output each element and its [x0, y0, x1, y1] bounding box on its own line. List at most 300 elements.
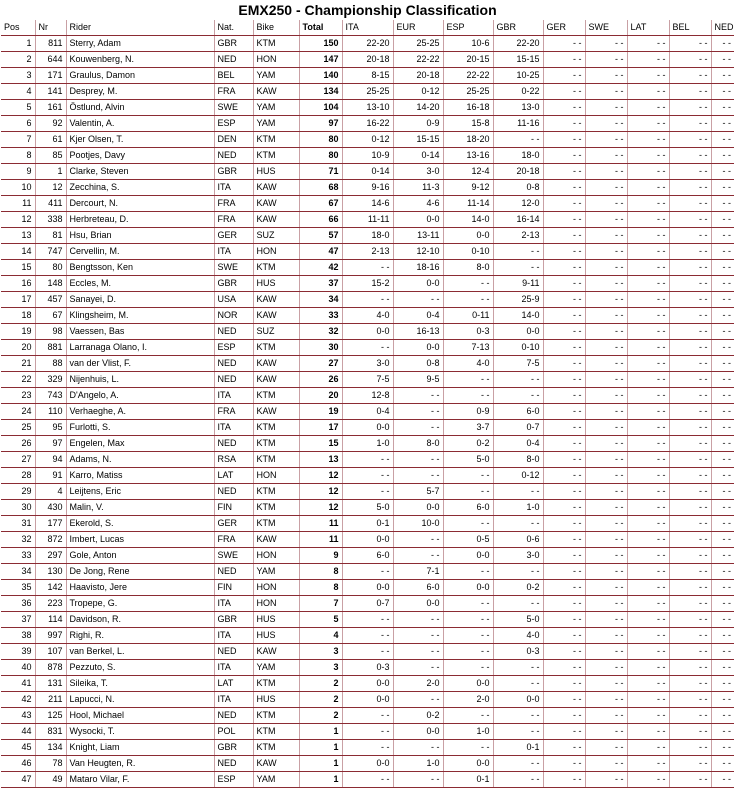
column-header-round-gbr: GBR — [493, 20, 543, 36]
cell-round-swe: - - — [585, 196, 627, 212]
cell-total: 26 — [299, 372, 342, 388]
cell-bike: KTM — [253, 36, 299, 52]
cell-total: 5 — [299, 612, 342, 628]
cell-round-gbr: - - — [493, 772, 543, 788]
cell-round-lat: - - — [627, 36, 669, 52]
cell-round-ned: - - — [711, 628, 734, 644]
cell-round-ita: 20-18 — [342, 52, 393, 68]
cell-round-ita: 0-0 — [342, 676, 393, 692]
table-row — [1, 644, 734, 660]
cell-nat: FIN — [214, 500, 253, 516]
cell-round-ger: - - — [543, 148, 585, 164]
cell-round-ger: - - — [543, 52, 585, 68]
column-header-round-ger: GER — [543, 20, 585, 36]
cell-round-esp: 0-1 — [443, 772, 493, 788]
cell-round-gbr: 0-7 — [493, 420, 543, 436]
cell-nat: NED — [214, 324, 253, 340]
cell-pos: 3 — [1, 68, 35, 84]
cell-round-gbr: 0-12 — [493, 468, 543, 484]
cell-rider: Adams, N. — [66, 452, 214, 468]
cell-total: 71 — [299, 164, 342, 180]
cell-round-esp: - - — [443, 372, 493, 388]
cell-round-bel: - - — [669, 292, 711, 308]
cell-rider: D'Angelo, A. — [66, 388, 214, 404]
cell-round-eur: - - — [393, 452, 443, 468]
cell-round-eur: 2-0 — [393, 676, 443, 692]
cell-round-bel: - - — [669, 676, 711, 692]
cell-total: 104 — [299, 100, 342, 116]
cell-total: 3 — [299, 660, 342, 676]
cell-round-lat: - - — [627, 676, 669, 692]
cell-round-swe: - - — [585, 100, 627, 116]
table-row — [1, 548, 734, 564]
cell-round-swe: - - — [585, 212, 627, 228]
cell-round-ned: - - — [711, 100, 734, 116]
cell-round-lat: - - — [627, 596, 669, 612]
cell-pos: 18 — [1, 308, 35, 324]
cell-round-eur: 0-0 — [393, 276, 443, 292]
cell-round-bel: - - — [669, 388, 711, 404]
cell-round-ger: - - — [543, 756, 585, 772]
cell-nr: 131 — [35, 676, 66, 692]
cell-round-ita: 1-0 — [342, 436, 393, 452]
table-row — [1, 196, 734, 212]
cell-rider: Malin, V. — [66, 500, 214, 516]
cell-total: 47 — [299, 244, 342, 260]
cell-pos: 11 — [1, 196, 35, 212]
cell-round-esp: 1-0 — [443, 724, 493, 740]
cell-nat: NED — [214, 436, 253, 452]
cell-nr: 142 — [35, 580, 66, 596]
cell-bike: KTM — [253, 500, 299, 516]
cell-pos: 33 — [1, 548, 35, 564]
cell-round-ned: - - — [711, 356, 734, 372]
cell-round-eur: - - — [393, 740, 443, 756]
cell-pos: 2 — [1, 52, 35, 68]
cell-round-ned: - - — [711, 212, 734, 228]
cell-round-ita: 2-13 — [342, 244, 393, 260]
cell-round-ger: - - — [543, 292, 585, 308]
cell-nat: DEN — [214, 132, 253, 148]
cell-round-lat: - - — [627, 100, 669, 116]
table-row — [1, 772, 734, 788]
cell-round-gbr: 0-1 — [493, 740, 543, 756]
cell-nr: 134 — [35, 740, 66, 756]
cell-round-ita: - - — [342, 724, 393, 740]
cell-round-gbr: 22-20 — [493, 36, 543, 52]
cell-round-swe: - - — [585, 180, 627, 196]
cell-round-esp: 20-15 — [443, 52, 493, 68]
cell-rider: Pezzuto, S. — [66, 660, 214, 676]
cell-bike: YAM — [253, 68, 299, 84]
cell-round-ger: - - — [543, 340, 585, 356]
cell-round-bel: - - — [669, 628, 711, 644]
cell-round-lat: - - — [627, 708, 669, 724]
cell-round-bel: - - — [669, 244, 711, 260]
cell-round-gbr: 1-0 — [493, 500, 543, 516]
cell-total: 2 — [299, 676, 342, 692]
cell-pos: 24 — [1, 404, 35, 420]
cell-round-ger: - - — [543, 564, 585, 580]
cell-round-esp: 4-0 — [443, 356, 493, 372]
cell-round-ita: 7-5 — [342, 372, 393, 388]
cell-round-ita: - - — [342, 644, 393, 660]
cell-round-ned: - - — [711, 532, 734, 548]
cell-nr: 97 — [35, 436, 66, 452]
cell-round-lat: - - — [627, 116, 669, 132]
cell-round-bel: - - — [669, 724, 711, 740]
cell-total: 4 — [299, 628, 342, 644]
cell-bike: KTM — [253, 724, 299, 740]
cell-round-gbr: 6-0 — [493, 404, 543, 420]
cell-total: 150 — [299, 36, 342, 52]
cell-round-bel: - - — [669, 468, 711, 484]
cell-nat: LAT — [214, 676, 253, 692]
cell-rider: Lapucci, N. — [66, 692, 214, 708]
cell-round-ger: - - — [543, 260, 585, 276]
cell-nat: FIN — [214, 580, 253, 596]
cell-round-ita: 0-7 — [342, 596, 393, 612]
cell-total: 17 — [299, 420, 342, 436]
cell-pos: 26 — [1, 436, 35, 452]
cell-nat: LAT — [214, 468, 253, 484]
cell-round-esp: - - — [443, 612, 493, 628]
cell-round-eur: 0-8 — [393, 356, 443, 372]
cell-round-ger: - - — [543, 308, 585, 324]
cell-nat: GBR — [214, 276, 253, 292]
cell-round-bel: - - — [669, 404, 711, 420]
cell-round-eur: - - — [393, 420, 443, 436]
cell-round-gbr: 13-0 — [493, 100, 543, 116]
cell-round-gbr: - - — [493, 244, 543, 260]
cell-nr: 81 — [35, 228, 66, 244]
cell-nat: GBR — [214, 164, 253, 180]
cell-round-gbr: - - — [493, 596, 543, 612]
cell-round-eur: - - — [393, 468, 443, 484]
cell-round-bel: - - — [669, 148, 711, 164]
cell-round-gbr: 10-25 — [493, 68, 543, 84]
cell-nat: NED — [214, 356, 253, 372]
cell-round-esp: 0-0 — [443, 228, 493, 244]
cell-nr: 872 — [35, 532, 66, 548]
cell-round-gbr: - - — [493, 756, 543, 772]
cell-round-ita: 0-0 — [342, 324, 393, 340]
cell-round-gbr: 16-14 — [493, 212, 543, 228]
cell-round-lat: - - — [627, 340, 669, 356]
cell-round-lat: - - — [627, 740, 669, 756]
cell-round-esp: 16-18 — [443, 100, 493, 116]
cell-bike: SUZ — [253, 324, 299, 340]
cell-round-eur: 0-0 — [393, 212, 443, 228]
cell-nr: 61 — [35, 132, 66, 148]
cell-round-ita: - - — [342, 340, 393, 356]
cell-total: 9 — [299, 548, 342, 564]
cell-bike: KAW — [253, 180, 299, 196]
cell-pos: 47 — [1, 772, 35, 788]
cell-round-ger: - - — [543, 532, 585, 548]
cell-total: 140 — [299, 68, 342, 84]
cell-total: 11 — [299, 516, 342, 532]
cell-round-lat: - - — [627, 324, 669, 340]
cell-round-eur: 12-10 — [393, 244, 443, 260]
cell-rider: Larranaga Olano, I. — [66, 340, 214, 356]
cell-round-bel: - - — [669, 644, 711, 660]
cell-pos: 38 — [1, 628, 35, 644]
cell-total: 57 — [299, 228, 342, 244]
cell-round-eur: - - — [393, 772, 443, 788]
cell-round-bel: - - — [669, 132, 711, 148]
column-header-round-lat: LAT — [627, 20, 669, 36]
cell-round-bel: - - — [669, 516, 711, 532]
table-row — [1, 756, 734, 772]
cell-round-swe: - - — [585, 644, 627, 660]
cell-round-ita: - - — [342, 260, 393, 276]
cell-round-lat: - - — [627, 292, 669, 308]
cell-round-bel: - - — [669, 196, 711, 212]
cell-round-ger: - - — [543, 116, 585, 132]
cell-round-esp: 13-16 — [443, 148, 493, 164]
column-header-total: Total — [299, 20, 342, 36]
cell-round-gbr: 0-22 — [493, 84, 543, 100]
cell-rider: Leijtens, Eric — [66, 484, 214, 500]
cell-round-ita: 12-8 — [342, 388, 393, 404]
cell-round-lat: - - — [627, 228, 669, 244]
cell-rider: Sterry, Adam — [66, 36, 214, 52]
cell-pos: 20 — [1, 340, 35, 356]
cell-round-ned: - - — [711, 84, 734, 100]
page-title: EMX250 - Championship Classification — [238, 2, 497, 18]
cell-nat: NED — [214, 372, 253, 388]
cell-round-ned: - - — [711, 116, 734, 132]
cell-round-gbr: - - — [493, 132, 543, 148]
cell-bike: HUS — [253, 612, 299, 628]
cell-round-eur: - - — [393, 660, 443, 676]
cell-pos: 16 — [1, 276, 35, 292]
column-header-rider: Rider — [66, 20, 214, 36]
table-row — [1, 308, 734, 324]
cell-nr: 1 — [35, 164, 66, 180]
cell-round-bel: - - — [669, 212, 711, 228]
cell-round-swe: - - — [585, 692, 627, 708]
cell-round-eur: 6-0 — [393, 580, 443, 596]
cell-round-eur: 13-11 — [393, 228, 443, 244]
column-header-round-eur: EUR — [393, 20, 443, 36]
cell-round-esp: - - — [443, 276, 493, 292]
cell-rider: Gole, Anton — [66, 548, 214, 564]
cell-round-bel: - - — [669, 692, 711, 708]
cell-round-esp: 0-0 — [443, 676, 493, 692]
cell-round-eur: - - — [393, 532, 443, 548]
cell-round-bel: - - — [669, 68, 711, 84]
cell-round-ita: 0-0 — [342, 580, 393, 596]
cell-round-ned: - - — [711, 196, 734, 212]
cell-round-ger: - - — [543, 244, 585, 260]
cell-rider: Klingsheim, M. — [66, 308, 214, 324]
cell-bike: KTM — [253, 484, 299, 500]
cell-bike: YAM — [253, 564, 299, 580]
cell-round-lat: - - — [627, 244, 669, 260]
cell-nat: BEL — [214, 68, 253, 84]
cell-bike: KTM — [253, 516, 299, 532]
cell-rider: Eccles, M. — [66, 276, 214, 292]
column-header-nr: Nr — [35, 20, 66, 36]
cell-round-bel: - - — [669, 564, 711, 580]
cell-round-ita: 9-16 — [342, 180, 393, 196]
cell-bike: KTM — [253, 388, 299, 404]
cell-nr: 743 — [35, 388, 66, 404]
cell-round-ned: - - — [711, 260, 734, 276]
cell-bike: KAW — [253, 372, 299, 388]
cell-round-gbr: 0-4 — [493, 436, 543, 452]
cell-round-ned: - - — [711, 756, 734, 772]
cell-round-swe: - - — [585, 756, 627, 772]
cell-total: 37 — [299, 276, 342, 292]
column-header-round-bel: BEL — [669, 20, 711, 36]
cell-pos: 31 — [1, 516, 35, 532]
cell-round-swe: - - — [585, 708, 627, 724]
table-row — [1, 740, 734, 756]
cell-round-ger: - - — [543, 596, 585, 612]
cell-round-swe: - - — [585, 276, 627, 292]
cell-bike: SUZ — [253, 228, 299, 244]
cell-round-esp: 22-22 — [443, 68, 493, 84]
cell-round-swe: - - — [585, 164, 627, 180]
cell-round-ned: - - — [711, 164, 734, 180]
cell-round-ger: - - — [543, 84, 585, 100]
cell-round-bel: - - — [669, 308, 711, 324]
cell-total: 7 — [299, 596, 342, 612]
cell-pos: 19 — [1, 324, 35, 340]
cell-round-swe: - - — [585, 388, 627, 404]
cell-bike: YAM — [253, 100, 299, 116]
cell-round-bel: - - — [669, 772, 711, 788]
cell-round-esp: 0-0 — [443, 548, 493, 564]
cell-round-bel: - - — [669, 372, 711, 388]
cell-round-eur: 10-0 — [393, 516, 443, 532]
cell-round-eur: - - — [393, 292, 443, 308]
header-row — [1, 20, 734, 36]
cell-round-gbr: 0-8 — [493, 180, 543, 196]
cell-round-gbr: 18-0 — [493, 148, 543, 164]
cell-bike: KTM — [253, 740, 299, 756]
cell-round-ger: - - — [543, 548, 585, 564]
cell-round-esp: 11-14 — [443, 196, 493, 212]
cell-rider: Zecchina, S. — [66, 180, 214, 196]
cell-round-bel: - - — [669, 548, 711, 564]
cell-rider: Östlund, Alvin — [66, 100, 214, 116]
cell-round-ita: - - — [342, 612, 393, 628]
cell-nat: NED — [214, 756, 253, 772]
cell-bike: KTM — [253, 340, 299, 356]
cell-total: 15 — [299, 436, 342, 452]
cell-bike: HON — [253, 580, 299, 596]
cell-round-eur: - - — [393, 644, 443, 660]
table-row — [1, 164, 734, 180]
cell-rider: Bengtsson, Ken — [66, 260, 214, 276]
cell-round-ned: - - — [711, 52, 734, 68]
cell-total: 12 — [299, 500, 342, 516]
cell-nr: 91 — [35, 468, 66, 484]
cell-nr: 177 — [35, 516, 66, 532]
cell-round-esp: 9-12 — [443, 180, 493, 196]
cell-nat: FRA — [214, 212, 253, 228]
cell-nr: 88 — [35, 356, 66, 372]
cell-round-ned: - - — [711, 372, 734, 388]
cell-round-ita: - - — [342, 772, 393, 788]
cell-nat: GBR — [214, 612, 253, 628]
table-row — [1, 612, 734, 628]
cell-total: 19 — [299, 404, 342, 420]
cell-round-lat: - - — [627, 532, 669, 548]
table-row — [1, 580, 734, 596]
cell-round-ger: - - — [543, 132, 585, 148]
cell-round-swe: - - — [585, 628, 627, 644]
cell-round-ger: - - — [543, 468, 585, 484]
table-row — [1, 212, 734, 228]
cell-bike: YAM — [253, 116, 299, 132]
cell-round-gbr: 5-0 — [493, 612, 543, 628]
cell-pos: 12 — [1, 212, 35, 228]
cell-round-gbr: 9-11 — [493, 276, 543, 292]
cell-round-lat: - - — [627, 756, 669, 772]
cell-nr: 997 — [35, 628, 66, 644]
cell-round-eur: - - — [393, 548, 443, 564]
cell-pos: 37 — [1, 612, 35, 628]
cell-pos: 6 — [1, 116, 35, 132]
cell-total: 42 — [299, 260, 342, 276]
cell-round-ita: 13-10 — [342, 100, 393, 116]
column-header-pos: Pos — [1, 20, 35, 36]
cell-nr: 211 — [35, 692, 66, 708]
cell-nat: SWE — [214, 100, 253, 116]
cell-pos: 5 — [1, 100, 35, 116]
cell-round-lat: - - — [627, 580, 669, 596]
cell-bike: KTM — [253, 148, 299, 164]
cell-round-gbr: 3-0 — [493, 548, 543, 564]
cell-pos: 45 — [1, 740, 35, 756]
cell-round-ned: - - — [711, 500, 734, 516]
cell-round-gbr: 11-16 — [493, 116, 543, 132]
cell-pos: 43 — [1, 708, 35, 724]
cell-round-lat: - - — [627, 148, 669, 164]
cell-nat: NED — [214, 148, 253, 164]
cell-round-ita: 18-0 — [342, 228, 393, 244]
cell-round-swe: - - — [585, 324, 627, 340]
cell-total: 80 — [299, 148, 342, 164]
cell-round-swe: - - — [585, 84, 627, 100]
cell-nat: FRA — [214, 84, 253, 100]
cell-bike: YAM — [253, 660, 299, 676]
cell-nat: ITA — [214, 692, 253, 708]
cell-pos: 44 — [1, 724, 35, 740]
cell-round-eur: 18-16 — [393, 260, 443, 276]
cell-round-ned: - - — [711, 692, 734, 708]
cell-round-lat: - - — [627, 452, 669, 468]
cell-round-ger: - - — [543, 772, 585, 788]
cell-round-esp: - - — [443, 708, 493, 724]
cell-nat: ITA — [214, 596, 253, 612]
cell-nr: 747 — [35, 244, 66, 260]
cell-pos: 17 — [1, 292, 35, 308]
cell-round-lat: - - — [627, 164, 669, 180]
cell-round-gbr: 14-0 — [493, 308, 543, 324]
cell-total: 147 — [299, 52, 342, 68]
table-row — [1, 692, 734, 708]
table-row — [1, 100, 734, 116]
cell-round-lat: - - — [627, 484, 669, 500]
cell-round-ita: 0-0 — [342, 420, 393, 436]
cell-total: 68 — [299, 180, 342, 196]
